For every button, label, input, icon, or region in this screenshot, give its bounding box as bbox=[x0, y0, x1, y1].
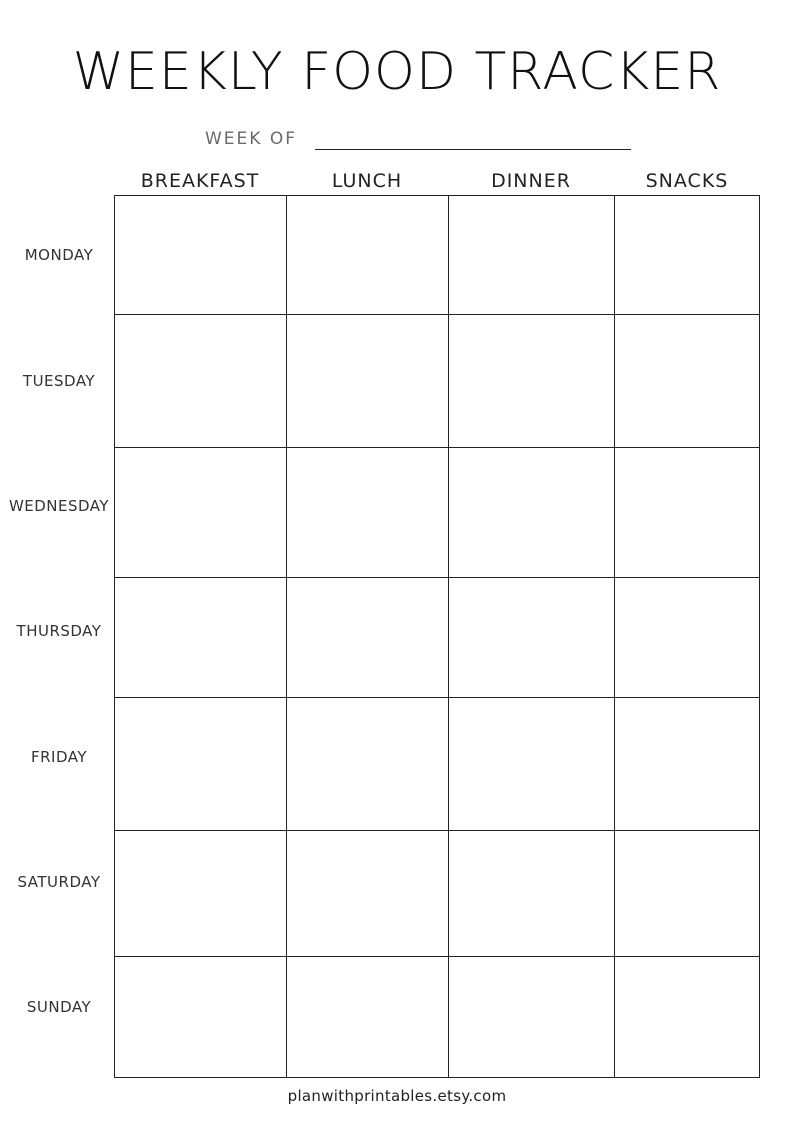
row-label-wednesday: WEDNESDAY bbox=[8, 497, 110, 515]
footer-url: planwithprintables.etsy.com bbox=[287, 1087, 507, 1105]
column-header-breakfast: BREAKFAST bbox=[140, 170, 260, 192]
grid-row-divider bbox=[115, 314, 759, 315]
week-of-field[interactable] bbox=[205, 124, 297, 150]
column-header-dinner: DINNER bbox=[491, 170, 571, 192]
grid-column-divider bbox=[448, 196, 449, 1077]
row-label-monday: MONDAY bbox=[24, 246, 94, 264]
row-label-saturday: SATURDAY bbox=[17, 873, 101, 891]
grid-column-divider bbox=[614, 196, 615, 1077]
grid-row-divider bbox=[115, 830, 759, 831]
column-header-lunch: LUNCH bbox=[331, 170, 403, 192]
week-of-label: WEEK OF bbox=[205, 129, 298, 149]
week-of-input-line[interactable] bbox=[315, 149, 631, 150]
row-label-tuesday: TUESDAY bbox=[22, 372, 96, 390]
grid-row-divider bbox=[115, 447, 759, 448]
food-tracker-grid bbox=[114, 195, 760, 1078]
grid-column-divider bbox=[286, 196, 287, 1077]
row-label-friday: FRIDAY bbox=[30, 748, 88, 766]
column-header-snacks: SNACKS bbox=[645, 170, 729, 192]
grid-row-divider bbox=[115, 577, 759, 578]
page-title: WEEKLY FOOD TRACKER bbox=[72, 42, 722, 102]
grid-row-divider bbox=[115, 697, 759, 698]
grid-row-divider bbox=[115, 956, 759, 957]
row-label-sunday: SUNDAY bbox=[26, 998, 92, 1016]
row-label-thursday: THURSDAY bbox=[16, 622, 102, 640]
